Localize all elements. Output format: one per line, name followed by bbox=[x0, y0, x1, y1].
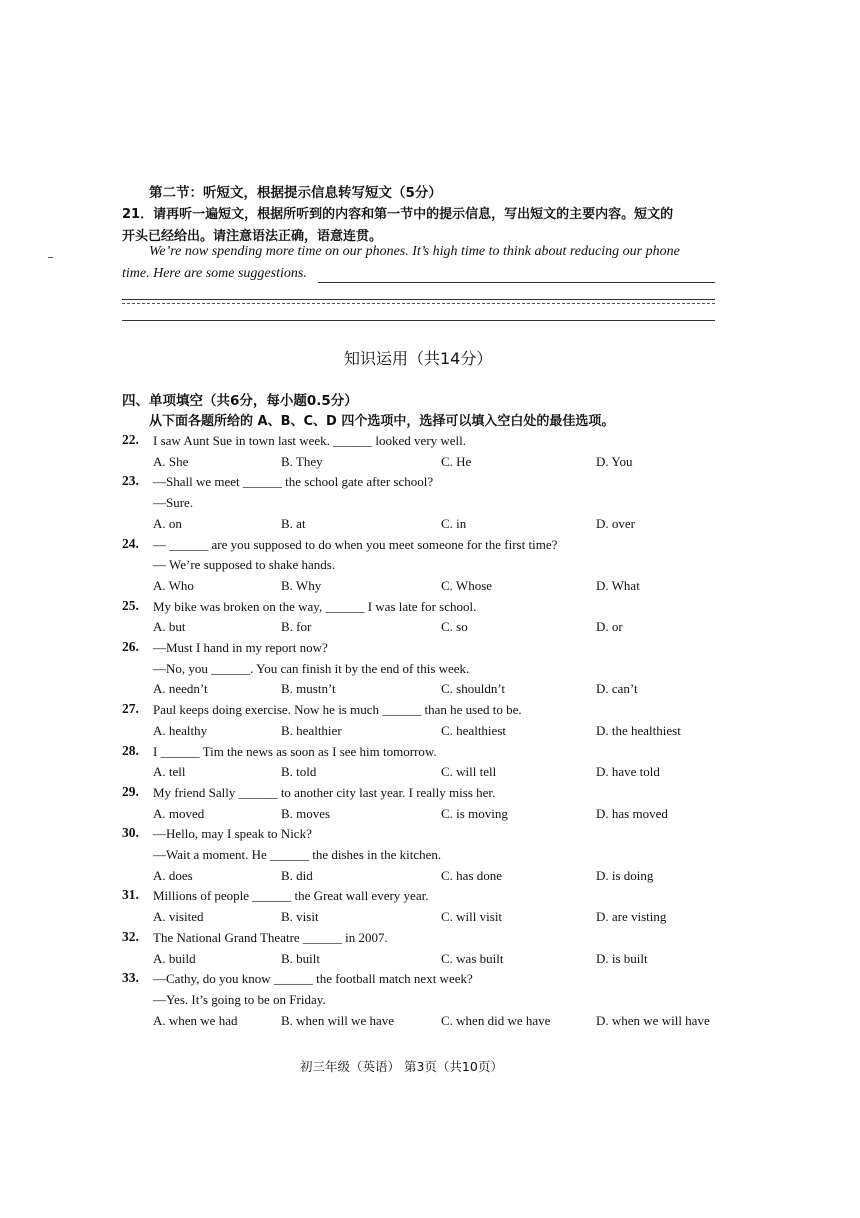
answer-option[interactable]: B. told bbox=[281, 764, 317, 780]
answer-option[interactable]: A. when we had bbox=[153, 1012, 238, 1028]
question-stem: —Shall we meet ______ the school gate after school? bbox=[153, 474, 434, 490]
question-number: 28. bbox=[122, 742, 139, 758]
answer-option[interactable]: A. build bbox=[153, 950, 196, 966]
q21-instruction-line1: 21．请再听一遍短文，根据所听到的内容和第一节中的提示信息，写出短文的主要内容。短文的 bbox=[122, 207, 674, 222]
answer-option[interactable]: C. will visit bbox=[441, 909, 503, 925]
section2-heading: 第二节：听短文，根据提示信息转写短文（5分） bbox=[149, 185, 442, 201]
question-stem: —Wait a moment. He ______ the dishes in the kitchen. bbox=[153, 847, 442, 862]
answer-option[interactable]: B. at bbox=[281, 515, 306, 531]
question-stem: Millions of people ______ the Great wall every year. bbox=[153, 888, 429, 904]
question-number: 27. bbox=[122, 701, 139, 717]
answer-option[interactable]: B. moves bbox=[281, 805, 331, 821]
answer-option[interactable]: D. has moved bbox=[596, 805, 668, 821]
question-stem: —Sure. bbox=[153, 495, 194, 511]
answer-option[interactable]: C. in bbox=[441, 515, 467, 531]
question-number: 25. bbox=[122, 597, 139, 613]
question-number: 22. bbox=[122, 432, 139, 447]
answer-option[interactable]: C. has done bbox=[441, 867, 503, 883]
answer-option[interactable]: C. will tell bbox=[441, 764, 497, 780]
answer-line-2[interactable] bbox=[122, 299, 715, 300]
question-stem: —Must I hand in my report now? bbox=[153, 640, 328, 655]
answer-option[interactable]: A. on bbox=[153, 515, 182, 531]
answer-option[interactable]: C. so bbox=[441, 619, 468, 635]
answer-option[interactable]: B. when will we have bbox=[281, 1012, 395, 1028]
q21-prompt-line1: We’re now spending more time on our phones. It’s high time to think about reducing our phone bbox=[149, 244, 680, 259]
answer-option[interactable]: A. healthy bbox=[153, 722, 208, 738]
answer-option[interactable]: D. the healthiest bbox=[596, 722, 681, 738]
answer-option[interactable]: A. moved bbox=[153, 805, 205, 821]
answer-option[interactable]: C. is moving bbox=[441, 805, 508, 821]
answer-line-1[interactable] bbox=[318, 282, 715, 283]
answer-option[interactable]: D. What bbox=[596, 577, 640, 593]
question-stem: — ______ are you supposed to do when you meet someone for the first time? bbox=[153, 536, 558, 552]
answer-option[interactable]: A. She bbox=[153, 453, 189, 469]
answer-option[interactable]: D. You bbox=[596, 453, 633, 469]
answer-option[interactable]: B. built bbox=[281, 950, 321, 966]
question-stem: —Hello, may I speak to Nick? bbox=[153, 826, 312, 842]
answer-option[interactable]: D. over bbox=[596, 515, 635, 531]
answer-option[interactable]: C. Whose bbox=[441, 577, 493, 593]
scan-mark bbox=[48, 257, 53, 258]
page-footer: 初三年级（英语） 第3页（共10页） bbox=[300, 1059, 503, 1074]
question-stem: I ______ Tim the news as soon as I see him tomorrow. bbox=[153, 743, 437, 759]
question-number: 30. bbox=[122, 825, 139, 841]
answer-option[interactable]: D. is built bbox=[596, 950, 648, 966]
question-stem: Paul keeps doing exercise. Now he is much ______ than he used to be. bbox=[153, 702, 522, 718]
answer-option[interactable]: B. healthier bbox=[281, 722, 342, 738]
answer-option[interactable]: B. did bbox=[281, 867, 313, 883]
question-number: 26. bbox=[122, 639, 139, 654]
question-stem: My friend Sally ______ to another city last year. I really miss her. bbox=[153, 784, 496, 800]
answer-option[interactable]: D. when we will have bbox=[596, 1012, 710, 1028]
answer-option[interactable]: D. are visting bbox=[596, 909, 667, 925]
answer-option[interactable]: B. visit bbox=[281, 909, 319, 925]
question-stem: My bike was broken on the way, ______ I was late for school. bbox=[153, 598, 477, 614]
answer-option[interactable]: D. can’t bbox=[596, 681, 638, 697]
q21-instruction-line2: 开头已经给出。请注意语法正确，语意连贯。 bbox=[122, 229, 383, 244]
answer-option[interactable]: C. was built bbox=[441, 950, 504, 966]
question-stem: I saw Aunt Sue in town last week. ______ looked very well. bbox=[153, 433, 467, 448]
answer-option[interactable]: A. visited bbox=[153, 909, 204, 925]
question-stem: —Yes. It’s going to be on Friday. bbox=[153, 991, 326, 1007]
question-number: 32. bbox=[122, 928, 139, 944]
answer-option[interactable]: A. but bbox=[153, 619, 186, 635]
answer-option[interactable]: B. They bbox=[281, 453, 323, 469]
question-number: 24. bbox=[122, 535, 139, 551]
question-number: 31. bbox=[122, 887, 139, 903]
answer-option[interactable]: D. or bbox=[596, 619, 623, 635]
answer-option[interactable]: C. shouldn’t bbox=[441, 681, 506, 697]
question-number: 23. bbox=[122, 473, 139, 489]
q21-prompt-line2: time. Here are some suggestions. bbox=[122, 266, 307, 281]
question-stem: The National Grand Theatre ______ in 2007. bbox=[153, 929, 388, 945]
answer-option[interactable]: C. when did we have bbox=[441, 1012, 551, 1028]
question-stem: —Cathy, do you know ______ the football match next week? bbox=[153, 971, 473, 987]
answer-line-3[interactable] bbox=[122, 320, 715, 321]
answer-option[interactable]: D. have told bbox=[596, 764, 660, 780]
answer-option[interactable]: A. needn’t bbox=[153, 681, 208, 697]
answer-option[interactable]: C. He bbox=[441, 453, 472, 469]
part-title: 知识运用（共14分） bbox=[344, 349, 493, 368]
question-number: 29. bbox=[122, 783, 139, 799]
section4-heading: 四、单项填空（共6分，每小题0.5分） bbox=[122, 393, 358, 409]
question-stem: — We’re supposed to shake hands. bbox=[153, 557, 336, 573]
section4-instruction: 从下面各题所给的 A、B、C、D 四个选项中，选择可以填入空白处的最佳选项。 bbox=[149, 414, 615, 429]
answer-option[interactable]: B. for bbox=[281, 619, 312, 635]
answer-option[interactable]: A. tell bbox=[153, 764, 186, 780]
answer-line-2-trace bbox=[122, 303, 715, 304]
answer-option[interactable]: B. Why bbox=[281, 577, 322, 593]
answer-option[interactable]: D. is doing bbox=[596, 867, 654, 883]
question-stem: —No, you ______. You can finish it by the end of this week. bbox=[153, 660, 470, 676]
question-number: 33. bbox=[122, 970, 139, 986]
answer-option[interactable]: C. healthiest bbox=[441, 722, 506, 738]
answer-option[interactable]: A. Who bbox=[153, 577, 194, 593]
answer-option[interactable]: A. does bbox=[153, 867, 193, 883]
answer-option[interactable]: B. mustn’t bbox=[281, 681, 336, 697]
